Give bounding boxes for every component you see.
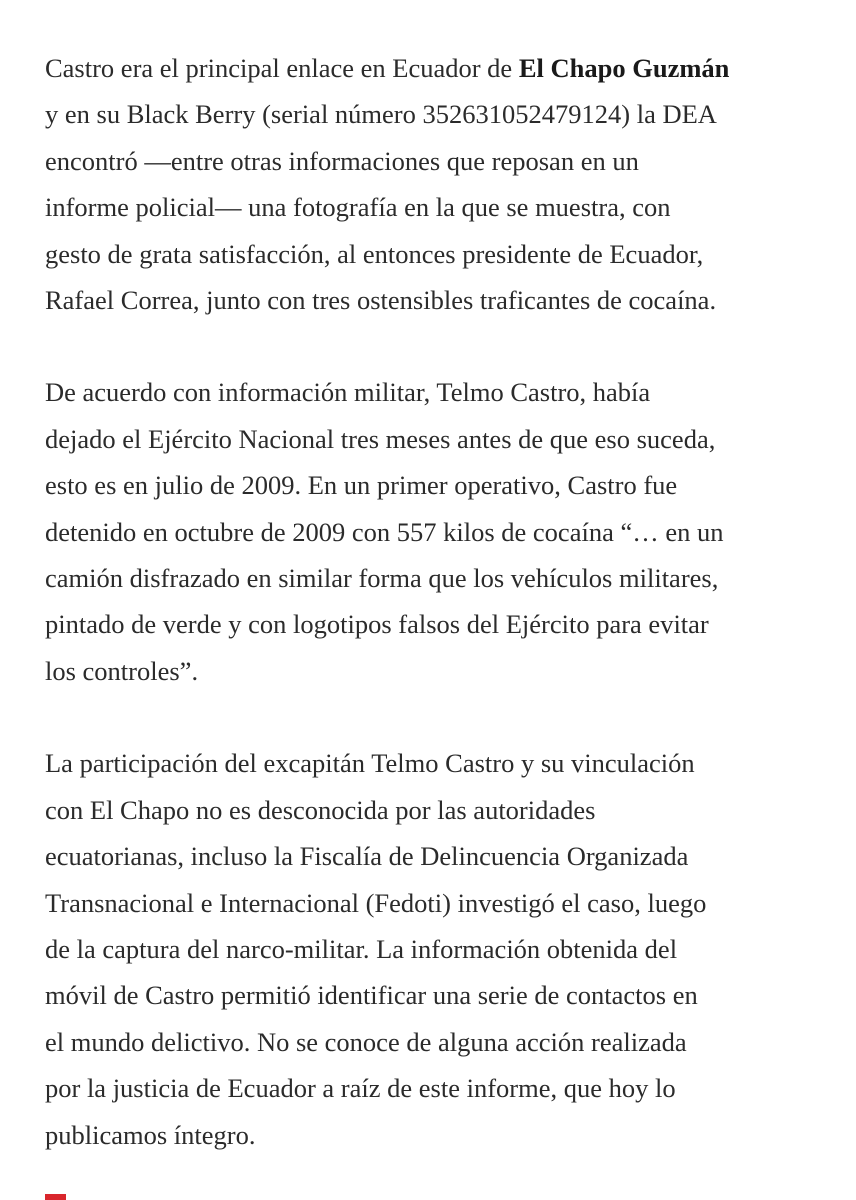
paragraph-3-line-5: de la captura del narco-militar. La información obtenida del bbox=[45, 933, 678, 964]
paragraph-3-line-1: La participación del excapitán Telmo Castro y su vinculación bbox=[45, 748, 695, 779]
paragraph-1-line-1 bbox=[45, 45, 835, 91]
paragraph-3-line-4: Transnacional e Internacional (Fedoti) investigó el caso, luego bbox=[45, 887, 707, 918]
paragraph-2-line-6: pintado de verde y con logotipos falsos del Ejército para evitar bbox=[45, 609, 709, 640]
paragraph-3-line-7: el mundo delictivo. No se conoce de alguna acción realizada bbox=[45, 1026, 687, 1057]
paragraph-2-line-5: camión disfrazado en similar forma que los vehículos militares, bbox=[45, 563, 719, 594]
paragraph-2-line-1: De acuerdo con información militar, Telmo Castro, había bbox=[45, 377, 651, 408]
paragraph-3-line-8: por la justicia de Ecuador a raíz de este informe, que hoy lo bbox=[45, 1073, 676, 1104]
paragraph-1-line-3: encontró —entre otras informaciones que reposan en un bbox=[45, 145, 639, 176]
paragraph-1-line-4: informe policial— una fotografía en la que se muestra, con bbox=[45, 192, 671, 223]
paragraph-3-line-2: con El Chapo no es desconocida por las autoridades bbox=[45, 794, 596, 825]
paragraph-2-line-2: dejado el Ejército Nacional tres meses antes de que eso suceda, bbox=[45, 423, 716, 454]
red-accent-mark bbox=[45, 1194, 66, 1200]
paragraph-3-line-6: móvil de Castro permitió identificar una serie de contactos en bbox=[45, 980, 698, 1011]
paragraph-1-line-6: Rafael Correa, junto con tres ostensibles traficantes de cocaína. bbox=[45, 285, 717, 316]
paragraph-1-line-1-text: Castro era el principal enlace en Ecuador de bbox=[45, 53, 519, 83]
paragraph-1 bbox=[45, 45, 835, 323]
el-chapo-guzman-bold: El Chapo Guzmán bbox=[518, 53, 730, 83]
paragraph-2-line-4: detenido en octubre de 2009 con 557 kilos de cocaína “… en un bbox=[45, 516, 724, 547]
paragraph-3-line-3: ecuatorianas, incluso la Fiscalía de Delincuencia Organizada bbox=[45, 841, 689, 872]
paragraph-3-line-9: publicamos íntegro. bbox=[45, 1119, 256, 1150]
paragraph-2-line-7: los controles”. bbox=[45, 655, 199, 686]
paragraph-1-line-2: y en su Black Berry (serial número 352631052479124) la DEA bbox=[45, 99, 717, 130]
paragraph-1-line-5: gesto de grata satisfacción, al entonces presidente de Ecuador, bbox=[45, 238, 704, 269]
paragraph-2-line-3: esto es en julio de 2009. En un primer operativo, Castro fue bbox=[45, 470, 678, 501]
paragraph-2 bbox=[45, 369, 835, 694]
paragraph-3 bbox=[45, 740, 835, 1158]
article-body bbox=[45, 45, 835, 1158]
